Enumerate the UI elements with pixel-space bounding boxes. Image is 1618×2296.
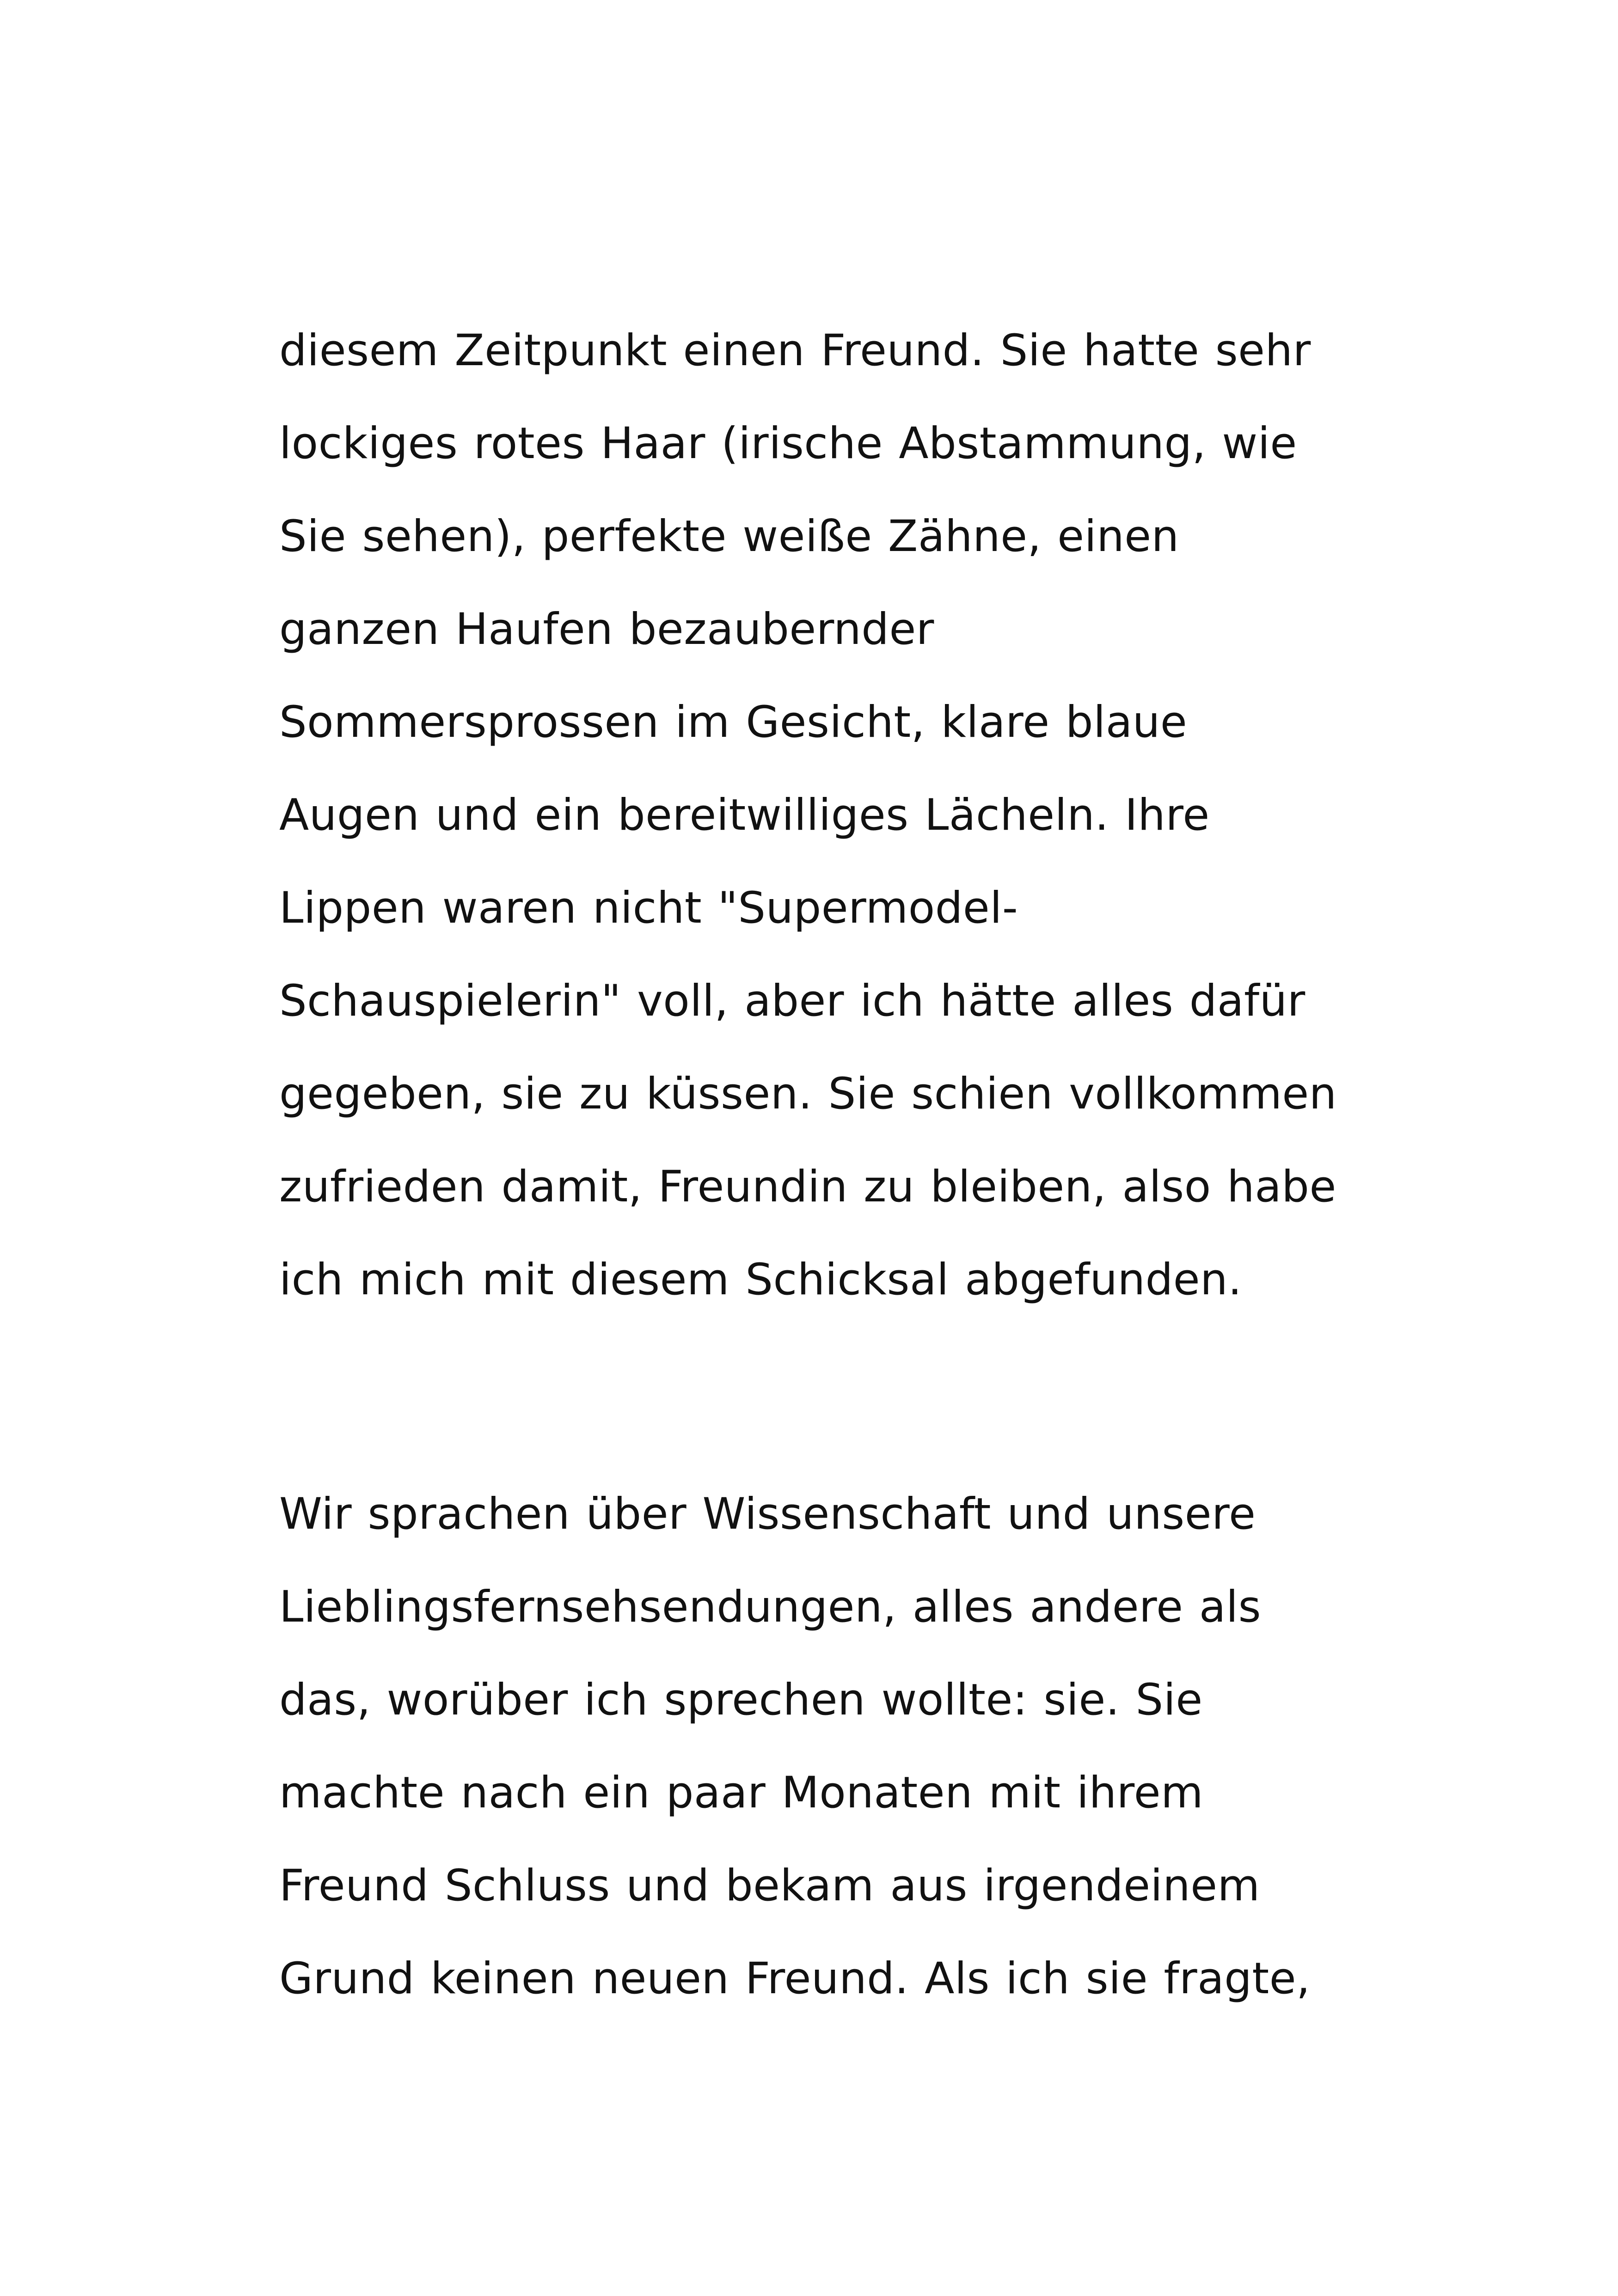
- text-line: Grund keinen neuen Freund. Als ich sie fragte,: [279, 1953, 1311, 2004]
- text-line: Freund Schluss und bekam aus irgendeinem: [279, 1861, 1260, 1911]
- text-line: Wir sprachen über Wissenschaft und unsere: [279, 1489, 1256, 1539]
- text-line: diesem Zeitpunkt einen Freund. Sie hatte sehr: [279, 325, 1311, 376]
- text-line: ganzen Haufen bezaubernder: [279, 604, 934, 655]
- text-line: zufrieden damit, Freundin zu bleiben, also habe: [279, 1162, 1336, 1212]
- text-line: Lippen waren nicht "Supermodel-: [279, 883, 1018, 933]
- text-line: gegeben, sie zu küssen. Sie schien vollkommen: [279, 1069, 1337, 1119]
- text-line: Schauspielerin" voll, aber ich hätte alles dafür: [279, 976, 1305, 1026]
- paragraph-1: [279, 304, 1389, 1326]
- text-line: Augen und ein bereitwilliges Lächeln. Ihre: [279, 790, 1210, 840]
- text-line: ich mich mit diesem Schicksal abgefunden.: [279, 1255, 1242, 1305]
- text-line: Lieblingsfernsehsendungen, alles andere als: [279, 1582, 1262, 1632]
- paragraph-2: [279, 1468, 1389, 2025]
- text-line: Sommersprossen im Gesicht, klare blaue: [279, 697, 1188, 747]
- text-line: machte nach ein paar Monaten mit ihrem: [279, 1768, 1204, 1818]
- text-line: Sie sehen), perfekte weiße Zähne, einen: [279, 511, 1179, 562]
- text-line: das, worüber ich sprechen wollte: sie. Sie: [279, 1675, 1203, 1725]
- text-line: lockiges rotes Haar (irische Abstammung, wie: [279, 418, 1297, 469]
